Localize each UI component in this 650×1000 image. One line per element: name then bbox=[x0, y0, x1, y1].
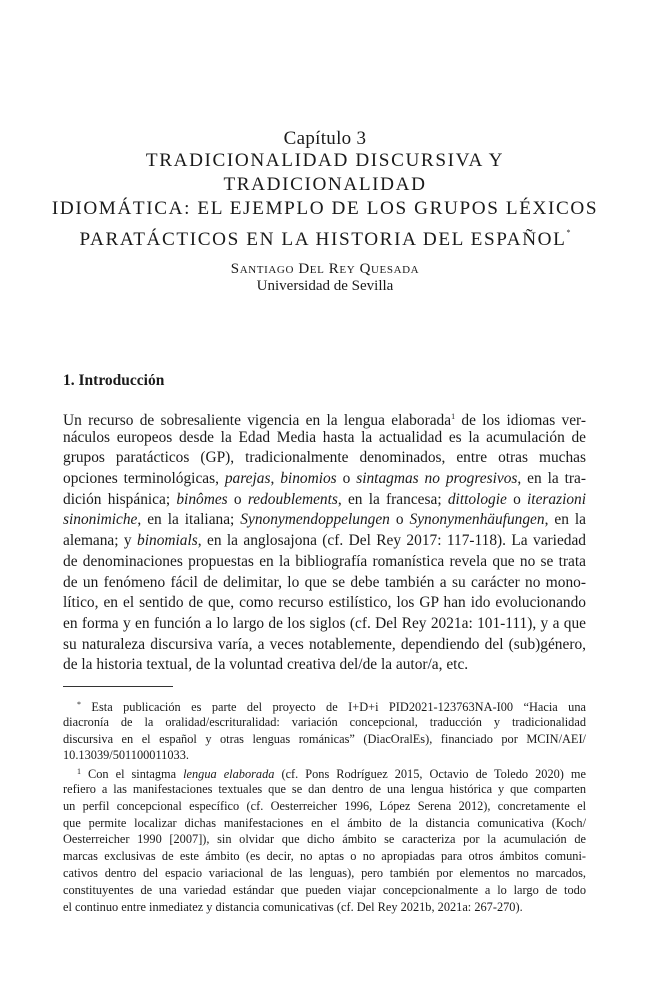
footnote-line: cativos dentro del espacio variacional de las lenguas), pero también por elementos no marcados, bbox=[63, 865, 586, 880]
footnote-line: que permite localizar dichas manifestaciones en el ámbito de la distancia comunicativa (Koch/ bbox=[63, 815, 586, 830]
footnote-line: un perfil concepcional específico (cf. Oesterreicher 1996, López Serena 2012), concretamente el bbox=[63, 798, 586, 813]
body-line: opciones terminológicas, parejas, binomios o sintagmas no progresivos, en la tra- bbox=[63, 470, 586, 488]
body-line: su naturaleza discursiva varía, a veces notablemente, dependiendo del (sub)género, bbox=[63, 635, 586, 653]
body-line: sinonimiche, en la italiana; Synonymendoppelungen o Synonymenhäufungen, en la bbox=[63, 511, 586, 529]
body-line: alemana; y binomials, en la anglosajona (cf. Del Rey 2017: 117-118). La variedad bbox=[63, 532, 587, 550]
chapter-title-line: TRADICIONALIDAD DISCURSIVA Y TRADICIONALIDAD bbox=[145, 150, 505, 195]
footnote-line: marcas exclusivas de este ámbito (es decir, no aptas o no apropiadas para otros ámbitos comuni- bbox=[63, 849, 586, 864]
title-footnote-marker[interactable]: * bbox=[566, 228, 571, 237]
footnote-line: el continuo entre inmediatez y distancia comunicativas (cf. Del Rey 2021b, 2021a: 267-270). bbox=[63, 899, 523, 914]
chapter-title-line bbox=[50, 221, 600, 252]
footnote-line: constituyentes de una variedad estándar que pueden viajar concepcionalmente a lo largo de todo bbox=[63, 882, 586, 897]
footnote-ref-1[interactable]: 1 bbox=[451, 412, 456, 421]
chapter-title-line: IDIOMÁTICA: EL EJEMPLO DE LOS GRUPOS LÉXICOS bbox=[51, 198, 599, 219]
body-line: dición hispánica; binômes o redoublements, en la francesa; dittologie o iterazioni bbox=[63, 490, 587, 508]
footnote-line: * Esta publicación es parte del proyecto de I+D+i PID2021-123763NA-I00 “Hacia una bbox=[77, 700, 586, 714]
body-paragraph bbox=[63, 407, 586, 676]
body-line: Un recurso de sobresaliente vigencia en la lengua elaborada$^1$ de los idiomas ver- bbox=[63, 412, 586, 429]
chapter-title-line-text: PARATÁCTICOS EN LA HISTORIA DEL ESPAÑOL bbox=[79, 229, 567, 250]
footnote-line: diacronía de la oralidad/escrituralidad: variación concepcional, traducción y tradicionalidad bbox=[63, 714, 586, 729]
footnote-line: discursiva en el español y otras lenguas románicas” (DiacOralEs), financiado por MCIN/AEI/ bbox=[63, 731, 586, 746]
footnotes bbox=[63, 697, 586, 915]
section-heading: 1. Introducción bbox=[63, 372, 165, 389]
body-line: de denominaciones propuestas en la bibliografía romanística revela que no se trata bbox=[63, 552, 586, 570]
body-line: en forma y en función a lo largo de los siglos (cf. Del Rey 2021a: 101-111), y a que bbox=[63, 614, 586, 632]
chapter-title bbox=[50, 149, 600, 252]
footnote-line: 10.13039/501100011033. bbox=[63, 748, 189, 763]
body-line: náculos europeos desde la Edad Media hasta la actualidad es la acumulación de bbox=[63, 428, 586, 446]
footnote-divider bbox=[63, 686, 173, 687]
footnote-line: $^1$ Con el sintagma lengua elaborada (cf. Pons Rodríguez 2015, Octavio de Toledo 2020) me bbox=[77, 767, 586, 782]
body-line: lítico, en el sentido de que, como recurso estilístico, los GP han ido evolucionando bbox=[63, 594, 586, 612]
author-name: Santiago Del Rey Quesada bbox=[230, 261, 420, 277]
author-affiliation: Universidad de Sevilla bbox=[256, 278, 394, 294]
footnote-line: Oesterreicher 1990 [2007]), sin olvidar que dicho ámbito se caracteriza por la acumulación de bbox=[63, 832, 586, 847]
body-line: grupos paratácticos (GP), tradicionalmente denominados, entre otras muchas bbox=[63, 449, 586, 467]
body-line: de un fenómeno fácil de delimitar, lo que se debe también a su carácter no mono- bbox=[63, 573, 586, 591]
footnote-marker-star: * bbox=[77, 700, 81, 709]
footnote-line: refiero a las manifestaciones textuales que se dan dentro de una lengua histórica y que comparten bbox=[63, 781, 586, 796]
footnote-marker-1: 1 bbox=[77, 767, 81, 777]
body-line: de la historia textual, de la voluntad creativa del/de la autor/a, etc. bbox=[63, 656, 469, 674]
chapter-number: Capítulo 3 bbox=[283, 128, 367, 149]
